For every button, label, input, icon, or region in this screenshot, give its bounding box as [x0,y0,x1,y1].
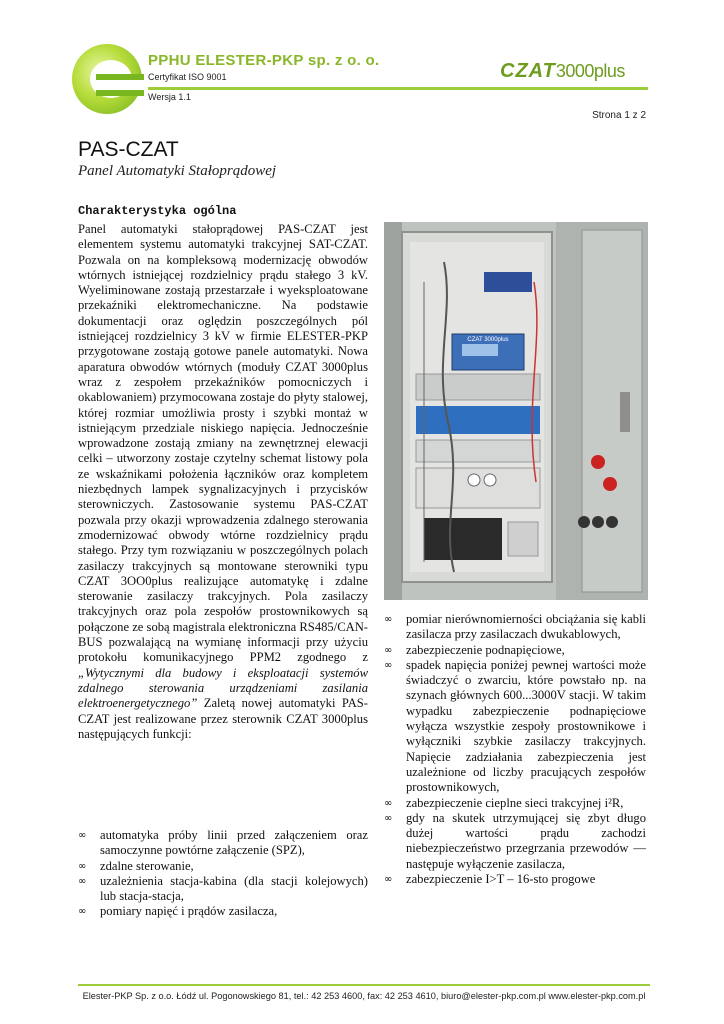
footer-contact: Elester-PKP Sp. z o.o. Łódź ul. Pogonowskiego 81, tel.: 42 253 4600, fax: 42 253 4610, biuro@elester-pkp.com.pl www.elester-pkp.com.pl [82,991,646,1001]
certificate-label: Certyfikat ISO 9001 [148,72,227,82]
functions-list-left [78,828,368,920]
logo-e-bar [96,74,144,96]
list-item: ∞ automatyka próby linii przed załączeniem oraz samoczynne powtórne załączenie (SPZ), [78,828,368,859]
panel-photo-illustration [384,222,648,600]
list-item: ∞ zabezpieczenie podnapięciowe, [384,643,646,658]
header-divider [148,87,648,90]
list-item: ∞ zabezpieczenie cieplne sieci trakcyjnej i²R, [384,796,646,811]
panel-photo [384,222,648,600]
document-subtitle: Panel Automatyki Stałoprądowej [78,163,277,179]
section-heading: Charakterystyka ogólna [78,204,237,218]
list-item: ∞ spadek napięcia poniżej pewnej wartości może świadczyć o zwarciu, które powstało np. na szynach głównych 600...3000V stacji. W takim wypadku zabezpieczenie podnapięciowe wyłącza wszystkie zespoły prostownikowe i wyłączniki szybkie zasilaczy trakcyjnych. Napięcie zadziałania zabezpieczenia jest uzależnione od liczby pracujących zespołów prostownikowych, [384,658,646,796]
functions-list-right [384,612,646,887]
list-item: ∞ uzależnienia stacja-kabina (dla stacji kolejowych) lub stacja-stacja, [78,874,368,905]
footer-divider [78,984,650,986]
module-label: CZAT 3000plus [467,337,509,343]
body-text-block [78,222,368,742]
body-paragraph [78,222,368,742]
list-item: ∞ zabezpieczenie I>T – 16-sto progowe [384,872,646,887]
body-text-part1: Panel automatyki stałoprądowej PAS-CZAT jest elementem systemu automatyki trakcyjnej SAT-CZAT. Pozwala on na kompleksową modernizację obwodów wtórnych istniejącej rozdzielnicy prądu stałego 3 kV. Wyeliminowane zostają przestarzałe i wyeksploatowane przekaźniki elektromechaniczne. Na podstawie dokumentacji oraz oględzin poszczególnych pól istniejącej rozdzielnicy 3 kV w firmie ELESTER-PKP przygotowane zostają gotowe panele automatyki. Nowa aparatura obwodów wtórnych (moduły CZAT 3000plus wraz z zespołem przekaźników pomocniczych i okablowaniem) przymocowana zostaje do płyty stalowej, której rozmiar umożliwia prosty i szybki montaż w istniejącym przedziale niskiego napięcia. Jednocześnie wprowadzone zostają zmiany na zewnętrznej elewacji celki – utworzony zostaje czytelny schemat listowy pola ze wskaźnikami położenia łączników oraz kompletem niezbędnych lampek sygnalizacyjnych i przycisków sterowniczych. Zastosowanie systemu PAS-CZAT pozwala przy okazji wprowadzenia zdalnego sterowania zmodernizować obwody wtórne rozdzielnicy prądu stałego. Przy tym rozwiązaniu w poszczególnych polach zasilaczy trakcyjnych są montowane sterowniki typu CZAT 3OO0plus realizujące automatykę i zdalne sterowanie zasilaczy trakcyjnych. Pola zasilaczy trakcyjnych oraz pola zespołów prostownikowych są połączone ze sobą magistrala elektroniczna RS485/CAN-BUS pozwalającą na wymianę informacji przy użyciu protokołu komunikacyjnego PPM2 zgodnego z [78,222,368,665]
list-item: ∞ gdy na skutek utrzymującej się zbyt długo dużej wartości prądu zachodzi niebezpieczeństwo przegrzania przewodów — następuje wyłączenie zasilacza, [384,811,646,872]
list-item: ∞ pomiar nierównomierności obciążania się kabli zasilacza przy zasilaczach dwukablowych, [384,612,646,643]
list-item: ∞ zdalne sterowanie, [78,859,368,874]
product-logo-main: CZAT [500,60,556,82]
company-name: PPHU ELESTER-PKP sp. z o. o. [148,52,380,69]
version-label: Wersja 1.1 [148,92,191,102]
product-logo [500,60,625,83]
page-number: Strona 1 z 2 [592,110,646,121]
list-item: ∞ pomiary napięć i prądów zasilacza, [78,904,368,919]
product-logo-sub: 3000plus [555,61,625,81]
body-quote: „Wytycznymi dla budowy i eksploatacji systemów zdalnego sterowania urządzeniami zasilania elektroenergetycznego” [78,665,368,711]
body-text-part2: Zaletą nowej automatyki PAS-CZAT jest realizowane przez sterownik CZAT 3000plus następujących funkcji: [78,696,368,741]
document-title: PAS-CZAT [78,138,179,161]
